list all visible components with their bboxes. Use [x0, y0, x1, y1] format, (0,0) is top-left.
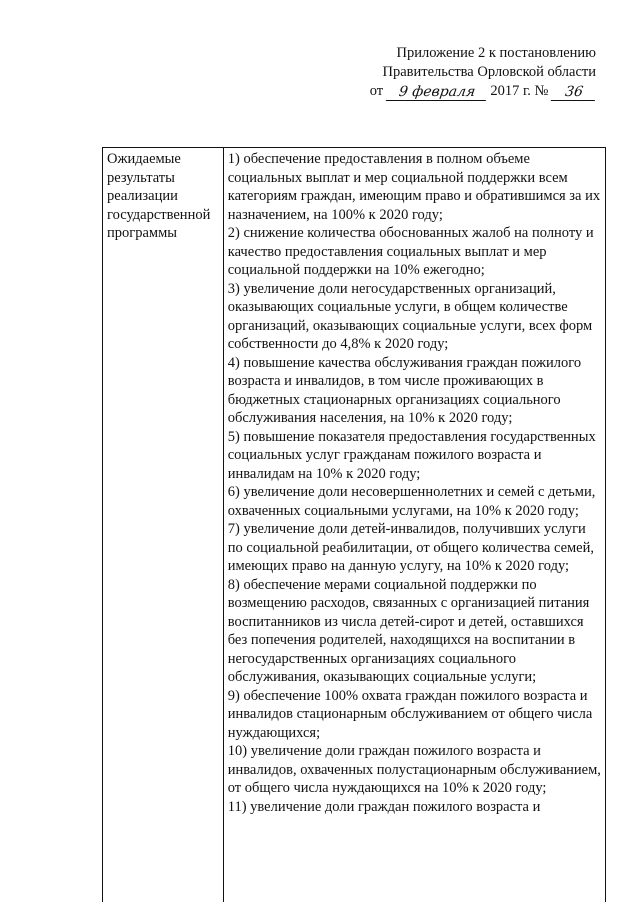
list-item: 6) увеличение доли несовершеннолетних и семей с детьми, охваченных социальными услугами, на 10% к 2020 году; [227, 484, 596, 519]
program-results-table [102, 147, 606, 902]
label-line: государственной [107, 206, 211, 223]
list-item: 2) снижение количества обоснованных жалоб на полноту и качество предоставления социальных выплат и мер социальной поддержки на 10% ежегодно; [227, 225, 594, 278]
date-prefix: от [369, 83, 384, 99]
label-line: программы [107, 225, 177, 241]
appendix-header [336, 44, 596, 101]
list-item: 8) обеспечение мерами социальной поддержки по возмещению расходов, связанных с организацией питания воспитанников из числа детей-сирот и детей, оставшихся без попечения родителей, находящихся на воспитании в негосударственных организациях социального обслуживания, оказывающих социальные услуги; [227, 576, 590, 685]
handwritten-number: 36 [551, 84, 597, 101]
list-item: 3) увеличение доли негосударственных организаций, оказывающих социальные услуги, в общем количестве организаций, оказывающих социальные услуги, всех форм собственности до 4,8% к 2020 году; [227, 280, 593, 352]
table-row [103, 148, 606, 903]
year-text: 2017 г. № [490, 83, 549, 99]
list-item: 1) обеспечение предоставления в полном объеме социальных выплат и мер социальной поддержки всем категориям граждан, имеющим право и обратившимся за их назначением, на 100% к 2020 году; [227, 151, 601, 223]
expected-results-cell [223, 148, 605, 903]
handwritten-date: 9 февраля [386, 84, 488, 101]
government-name: Правительства Орловской области [382, 64, 596, 80]
resolution-date-line [336, 82, 596, 101]
list-item: 4) повышение качества обслуживания граждан пожилого возраста и инвалидов, в том числе проживающих в бюджетных стационарных организациях социального обслуживания населения, на 10% к 2020 году; [227, 354, 582, 426]
label-line: результаты [107, 169, 175, 186]
row-label-cell [103, 148, 224, 903]
list-item: 5) повышение показателя предоставления государственных социальных услуг гражданам пожилого возраста и инвалидам на 10% к 2020 году; [227, 428, 596, 482]
appendix-title: Приложение 2 к постановлению [396, 45, 596, 61]
list-item: 10) увеличение доли граждан пожилого возраста и инвалидов, охваченных полустационарным обслуживанием, от общего числа нуждающихся на 10% к 2020 году; [227, 743, 601, 796]
label-line: реализации [107, 188, 178, 204]
list-item: 11) увеличение доли граждан пожилого возраста и [227, 798, 541, 815]
list-item: 7) увеличение доли детей-инвалидов, получивших услуги по социальной реабилитации, от общего количества семей, имеющих право на данную услугу, на 10% к 2020 году; [227, 521, 595, 574]
list-item: 9) обеспечение 100% охвата граждан пожилого возраста и инвалидов стационарным обслуживанием от общего числа нуждающихся; [227, 687, 593, 741]
label-line: Ожидаемые [107, 151, 181, 167]
